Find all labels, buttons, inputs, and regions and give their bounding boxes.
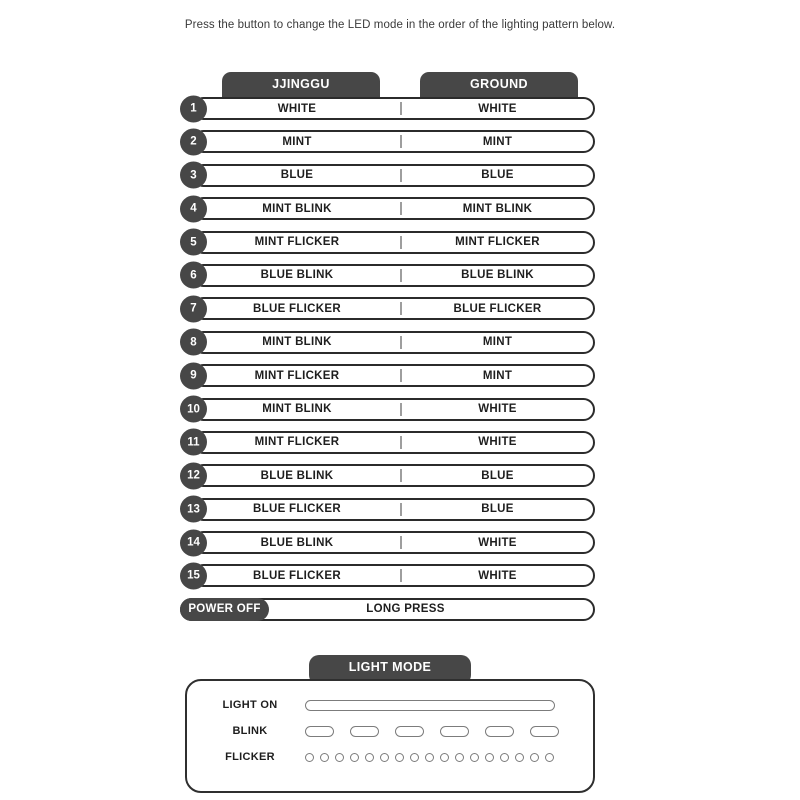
row-number-badge: 10 xyxy=(180,396,207,423)
jjinggu-mode-cell: MINT FLICKER xyxy=(254,236,340,249)
ground-mode-cell: MINT xyxy=(482,369,513,382)
jjinggu-mode-cell: MINT FLICKER xyxy=(254,436,340,449)
light-pattern xyxy=(305,753,559,762)
light-mode-panel xyxy=(185,679,595,793)
flicker-dot xyxy=(395,753,404,762)
row-number-badge: 8 xyxy=(180,329,207,356)
light-mode-label: LIGHT ON xyxy=(222,699,278,711)
row-pill xyxy=(192,97,595,120)
table-row xyxy=(180,297,595,320)
jjinggu-mode-cell: BLUE FLICKER xyxy=(253,569,341,582)
ground-mode-cell: MINT xyxy=(482,135,513,148)
table-row xyxy=(180,97,595,120)
light-pattern xyxy=(305,726,559,737)
column-header-jjinggu: JJINGGU xyxy=(222,72,380,106)
light-on-bar xyxy=(305,700,555,711)
blink-segment xyxy=(485,726,514,737)
jjinggu-mode-cell: BLUE FLICKER xyxy=(253,302,341,315)
page-title: Press the button to change the LED mode in the order of the lighting pattern below. xyxy=(184,19,616,31)
table-row xyxy=(180,197,595,220)
row-pill xyxy=(192,564,595,587)
light-mode-label: BLINK xyxy=(232,725,268,737)
light-mode-title: LIGHT MODE xyxy=(309,655,471,685)
blink-segment xyxy=(530,726,559,737)
light-mode-row xyxy=(187,697,593,713)
flicker-dot xyxy=(335,753,344,762)
power-off-pill xyxy=(180,598,595,621)
row-pill xyxy=(192,464,595,487)
jjinggu-mode-cell: WHITE xyxy=(277,102,317,115)
table-header xyxy=(180,72,595,97)
row-pill xyxy=(192,231,595,254)
row-pill xyxy=(192,297,595,320)
ground-mode-cell: MINT BLINK xyxy=(462,202,533,215)
table-row xyxy=(180,231,595,254)
row-pill xyxy=(192,398,595,421)
flicker-dot xyxy=(455,753,464,762)
flicker-dot xyxy=(530,753,539,762)
jjinggu-mode-cell: MINT BLINK xyxy=(262,336,332,349)
row-number-badge: 4 xyxy=(180,195,207,222)
light-mode-legend xyxy=(185,655,595,793)
power-off-row xyxy=(180,598,595,621)
power-off-action: LONG PRESS xyxy=(366,603,445,616)
row-pill xyxy=(192,130,595,153)
blink-segment xyxy=(440,726,469,737)
row-pill xyxy=(192,498,595,521)
flicker-dot xyxy=(365,753,374,762)
flicker-dot xyxy=(305,753,314,762)
table-row xyxy=(180,364,595,387)
ground-mode-cell: BLUE xyxy=(481,503,514,516)
table-row xyxy=(180,531,595,554)
table-row xyxy=(180,398,595,421)
power-off-badge: POWER OFF xyxy=(180,598,269,621)
ground-mode-cell: BLUE xyxy=(481,169,514,182)
jjinggu-mode-cell: MINT BLINK xyxy=(262,403,332,416)
jjinggu-mode-cell: BLUE BLINK xyxy=(260,269,334,282)
row-number-badge: 12 xyxy=(180,462,207,489)
jjinggu-mode-cell: MINT xyxy=(282,135,312,148)
flicker-dot xyxy=(515,753,524,762)
blink-segment xyxy=(305,726,334,737)
ground-mode-cell: WHITE xyxy=(478,536,517,549)
row-number-badge: 7 xyxy=(180,295,207,322)
ground-mode-cell: BLUE xyxy=(481,469,514,482)
row-pill xyxy=(192,431,595,454)
row-pill xyxy=(192,197,595,220)
blink-segment xyxy=(350,726,379,737)
row-number-badge: 5 xyxy=(180,229,207,256)
table-row xyxy=(180,331,595,354)
flicker-dot xyxy=(425,753,434,762)
light-mode-row xyxy=(187,723,593,739)
row-number-badge: 13 xyxy=(180,496,207,523)
jjinggu-mode-cell: BLUE BLINK xyxy=(260,469,334,482)
jjinggu-mode-cell: BLUE xyxy=(280,169,314,182)
row-pill xyxy=(192,264,595,287)
led-mode-table xyxy=(180,72,595,631)
light-pattern xyxy=(305,700,559,711)
table-row xyxy=(180,130,595,153)
flicker-dot xyxy=(485,753,494,762)
flicker-dot xyxy=(320,753,329,762)
ground-mode-cell: WHITE xyxy=(478,403,517,416)
row-pill xyxy=(192,364,595,387)
table-row xyxy=(180,464,595,487)
table-rows xyxy=(180,97,595,587)
ground-mode-cell: BLUE FLICKER xyxy=(453,302,542,315)
row-pill xyxy=(192,164,595,187)
row-number-badge: 9 xyxy=(180,362,207,389)
table-row xyxy=(180,264,595,287)
table-row xyxy=(180,564,595,587)
row-number-badge: 1 xyxy=(180,95,207,122)
ground-mode-cell: WHITE xyxy=(478,102,517,115)
jjinggu-mode-cell: MINT FLICKER xyxy=(254,369,340,382)
table-row xyxy=(180,164,595,187)
row-number-badge: 6 xyxy=(180,262,207,289)
table-row xyxy=(180,431,595,454)
ground-mode-cell: MINT FLICKER xyxy=(455,236,540,249)
flicker-dot xyxy=(545,753,554,762)
flicker-dot xyxy=(410,753,419,762)
ground-mode-cell: WHITE xyxy=(478,436,517,449)
flicker-dot xyxy=(470,753,479,762)
flicker-dot xyxy=(350,753,359,762)
column-header-ground: GROUND xyxy=(420,72,578,106)
jjinggu-mode-cell: BLUE BLINK xyxy=(260,536,334,549)
row-number-badge: 11 xyxy=(180,429,207,456)
row-number-badge: 2 xyxy=(180,128,207,155)
row-number-badge: 14 xyxy=(180,529,207,556)
flicker-dot xyxy=(380,753,389,762)
flicker-dot xyxy=(440,753,449,762)
flicker-dot xyxy=(500,753,509,762)
row-number-badge: 15 xyxy=(180,562,207,589)
row-pill xyxy=(192,531,595,554)
jjinggu-mode-cell: BLUE FLICKER xyxy=(253,503,341,516)
jjinggu-mode-cell: MINT BLINK xyxy=(262,202,332,215)
ground-mode-cell: WHITE xyxy=(478,569,517,582)
ground-mode-cell: BLUE BLINK xyxy=(461,269,534,282)
row-number-badge: 3 xyxy=(180,162,207,189)
blink-segment xyxy=(395,726,424,737)
row-pill xyxy=(192,331,595,354)
light-mode-row xyxy=(187,749,593,765)
light-mode-label: FLICKER xyxy=(225,751,275,763)
table-row xyxy=(180,498,595,521)
ground-mode-cell: MINT xyxy=(482,336,513,349)
